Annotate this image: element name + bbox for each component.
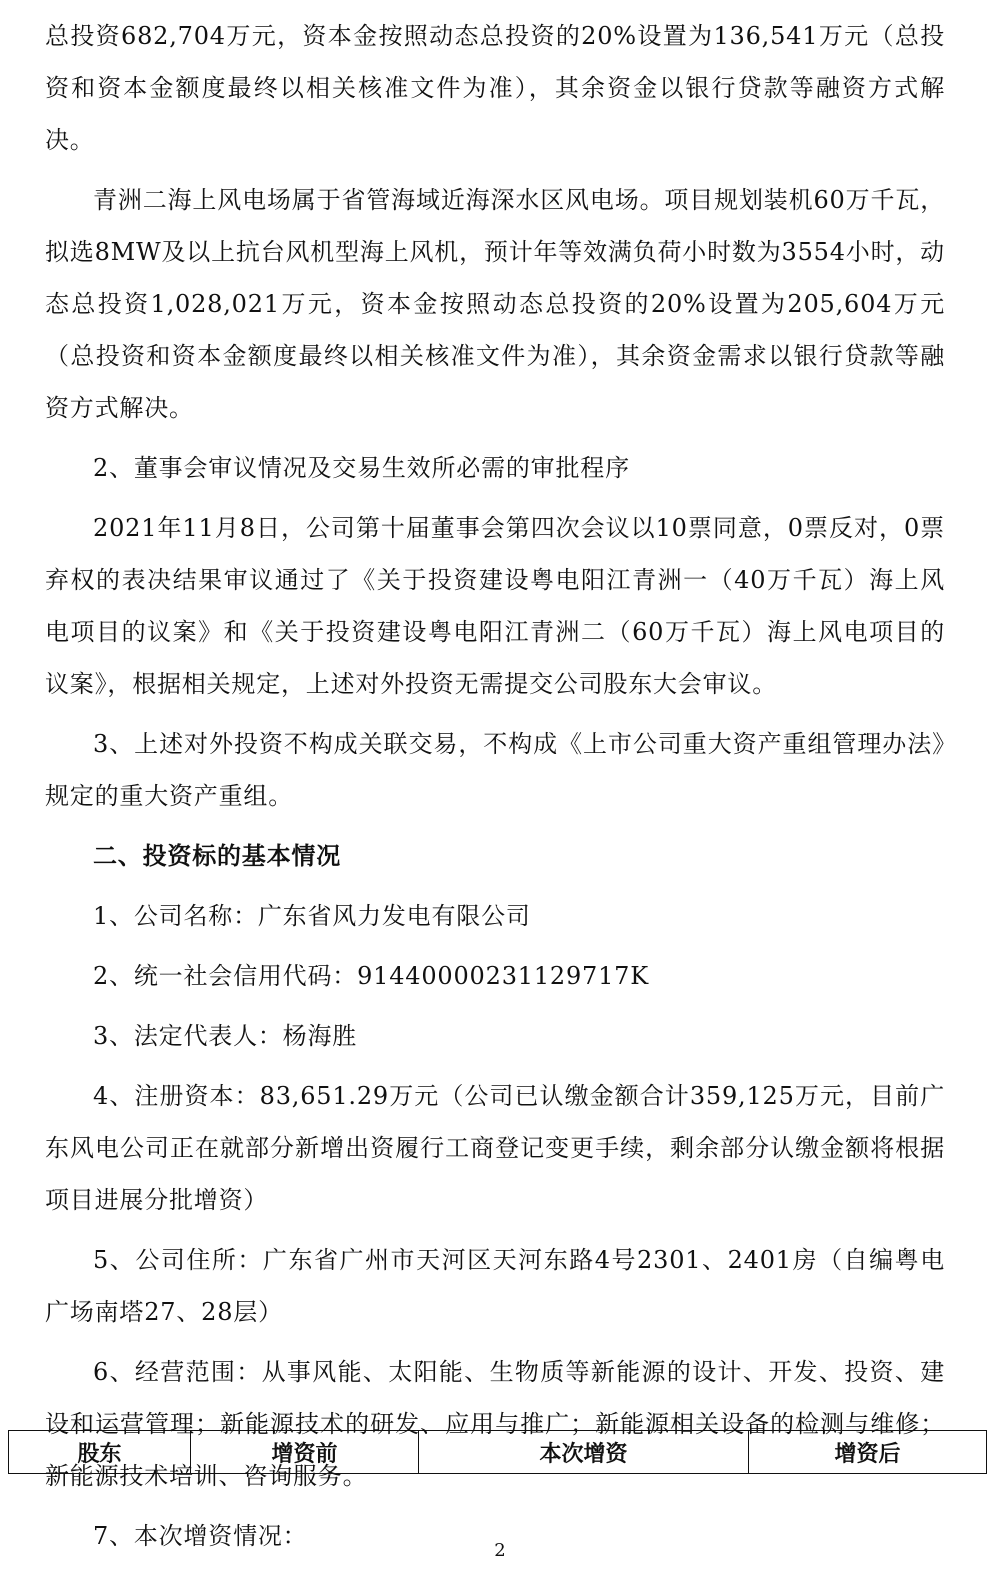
legal-representative-line: 3、法定代表人：杨海胜 [93, 1022, 358, 1050]
credit-code-line: 2、统一社会信用代码：91440000231129717K [93, 962, 649, 990]
section-board-review-title: 2、董事会审议情况及交易生效所必需的审批程序 [93, 454, 630, 482]
capital-increase-title: 7、本次增资情况： [93, 1522, 308, 1550]
section-target-basic-info-heading: 二、投资标的基本情况 [93, 841, 341, 870]
registered-capital-line: 4、注册资本：83,651.29万元（公司已认缴金额合计359,125万元，目前广东风电公司正在就部分新增出资履行工商登记变更手续，剩余部分认缴金额将根据项目进展分批增资） [45, 1082, 945, 1214]
capital-increase-table [8, 1430, 986, 1474]
company-name-line: 1、公司名称：广东省风力发电有限公司 [93, 902, 531, 930]
paragraph-qingzhou-2-project: 青洲二海上风电场属于省管海域近海深水区风电场。项目规划装机60万千瓦，拟选8MW及以上抗台风机型海上风机，预计年等效满负荷小时数为3554小时，动态总投资1,028,021万元，资本金按照动态总投资的20%设置为205,604万元（总投资和资本金额度最终以相关核准文件为准），其余资金需求以银行贷款等融资方式解决。 [45, 186, 945, 422]
table-header-current-increase: 本次增资 [419, 1431, 749, 1474]
table-header-after-increase: 增资后 [749, 1431, 987, 1474]
document-body [45, 10, 945, 1562]
business-scope-line: 6、经营范围：从事风能、太阳能、生物质等新能源的设计、开发、投资、建设和运营管理；新能源技术的研发、应用与推广；新能源相关设备的检测与维修；新能源技术培训、咨询服务。 [45, 1358, 945, 1490]
table-header-shareholder: 股东 [9, 1431, 191, 1474]
page-number: 2 [494, 1540, 506, 1561]
company-address-line: 5、公司住所：广东省广州市天河区天河东路4号2301、2401房（自编粤电广场南塔27、28层） [45, 1246, 945, 1326]
paragraph-investment-qingzhou-1-funding: 总投资682,704万元，资本金按照动态总投资的20%设置为136,541万元（总投资和资本金额度最终以相关核准文件为准），其余资金以银行贷款等融资方式解决。 [45, 22, 945, 154]
table-header-row [9, 1431, 987, 1474]
table-header-before-increase: 增资前 [191, 1431, 419, 1474]
paragraph-board-resolution: 2021年11月8日，公司第十届董事会第四次会议以10票同意，0票反对，0票弃权的表决结果审议通过了《关于投资建设粤电阳江青洲一（40万千瓦）海上风电项目的议案》和《关于投资建设粤电阳江青洲二（60万千瓦）海上风电项目的议案》，根据相关规定，上述对外投资无需提交公司股东大会审议。 [45, 514, 945, 698]
paragraph-related-transaction-note: 3、上述对外投资不构成关联交易，不构成《上市公司重大资产重组管理办法》规定的重大资产重组。 [45, 730, 945, 810]
